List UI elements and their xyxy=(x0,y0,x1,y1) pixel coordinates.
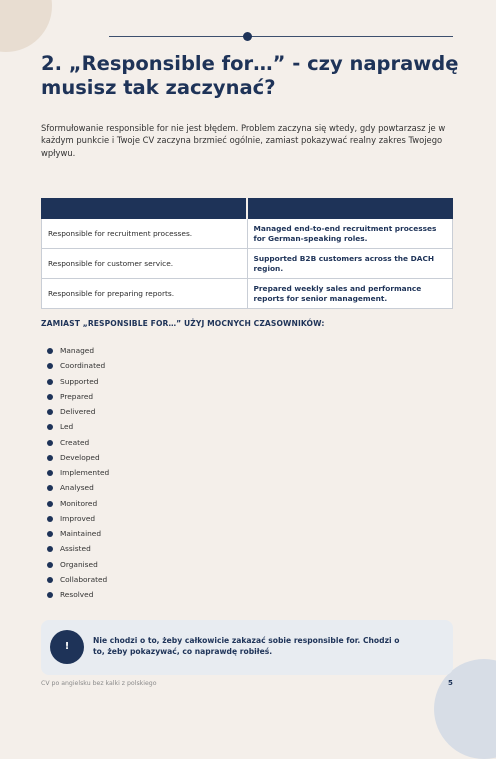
list-item xyxy=(47,496,109,511)
table-cell-after: Prepared weekly sales and performance reports for senior management. xyxy=(247,279,453,309)
list-item-label: Analysed xyxy=(60,483,94,493)
bullet-icon xyxy=(47,409,53,415)
footer-title: CV po angielsku bez kalki z polskiego xyxy=(41,680,157,687)
bullet-icon xyxy=(47,363,53,369)
table-cell-before: Responsible for customer service. xyxy=(42,249,248,279)
bullet-icon xyxy=(47,562,53,568)
table-cell-after: Supported B2B customers across the DACH region. xyxy=(247,249,453,279)
intro-paragraph: Sformułowanie responsible for nie jest błędem. Problem zaczyna się wtedy, gdy powtarzasz je w każdym punkcie i Twoje CV zaczyna brzmieć ogólnie, zamiast pokazywać realny zakres Twojego wpływu. xyxy=(41,123,446,158)
list-item-label: Maintained xyxy=(60,529,102,538)
list-item xyxy=(47,343,109,358)
table-header-row xyxy=(42,199,453,219)
list-item-label: Implemented xyxy=(60,468,110,477)
bullet-icon xyxy=(47,440,53,446)
list-item-label: Delivered xyxy=(60,407,96,416)
header-rule xyxy=(109,36,453,37)
header-rule-dot xyxy=(243,32,252,41)
list-item xyxy=(47,404,109,419)
table-header-cell-after xyxy=(247,199,453,219)
comparison-table xyxy=(41,198,453,309)
table-row xyxy=(42,219,453,249)
list-item-label: Prepared xyxy=(60,391,94,401)
list-item-label: Managed xyxy=(60,346,95,355)
list-item-label: Coordinated xyxy=(60,361,106,371)
list-item xyxy=(47,389,109,404)
bullet-icon xyxy=(47,379,53,385)
bullet-icon xyxy=(47,577,53,583)
table-cell-after: Managed end-to-end recruitment processes for German-speaking roles. xyxy=(247,219,453,249)
list-item xyxy=(47,465,109,480)
list-item xyxy=(47,557,109,572)
list-item-label: Created xyxy=(60,437,90,447)
list-item xyxy=(47,419,109,434)
bullet-icon xyxy=(47,470,53,476)
verbs-section-heading: ZAMIAST „RESPONSIBLE FOR…” UŻYJ MOCNYCH CZASOWNIKÓW: xyxy=(41,319,325,328)
list-item-label: Led xyxy=(60,422,74,432)
list-item-label: Monitored xyxy=(60,498,98,508)
list-item xyxy=(47,511,109,526)
list-item xyxy=(47,526,109,541)
list-item xyxy=(47,572,109,587)
list-item-label: Supported xyxy=(60,376,99,386)
table-row xyxy=(42,279,453,309)
page-title: 2. „Responsible for…” - czy naprawdę musisz tak zaczynać? xyxy=(41,52,459,99)
bullet-icon xyxy=(47,485,53,491)
bullet-icon xyxy=(47,592,53,598)
bullet-icon xyxy=(47,455,53,461)
list-item-label: Assisted xyxy=(60,544,91,554)
list-item-label: Organised xyxy=(60,559,98,569)
list-item-label: Developed xyxy=(60,452,100,462)
callout-text: Nie chodzi o to, żeby całkowicie zakazać sobie responsible for. Chodzi o to, żeby pokazywać, co naprawdę robiłeś. xyxy=(93,636,400,656)
page-number: 5 xyxy=(448,679,453,687)
decorative-corner-circle xyxy=(0,0,52,52)
list-item-label: Improved xyxy=(60,513,96,523)
list-item xyxy=(47,374,109,389)
bullet-icon xyxy=(47,546,53,552)
tip-callout xyxy=(41,620,453,675)
bullet-icon xyxy=(47,348,53,354)
table-header-cell-before xyxy=(42,199,248,219)
list-item xyxy=(47,587,109,602)
verb-list xyxy=(47,343,109,602)
list-item xyxy=(47,435,109,450)
list-item xyxy=(47,450,109,465)
list-item xyxy=(47,358,109,373)
list-item xyxy=(47,480,109,495)
exclamation-icon: ! xyxy=(50,630,84,664)
bullet-icon xyxy=(47,531,53,537)
bullet-icon xyxy=(47,516,53,522)
list-item-label: Resolved xyxy=(60,590,94,599)
table-cell-before: Responsible for preparing reports. xyxy=(42,279,248,309)
list-item-label: Collaborated xyxy=(60,574,108,584)
bullet-icon xyxy=(47,424,53,430)
bullet-icon xyxy=(47,501,53,507)
list-item xyxy=(47,541,109,556)
table-row xyxy=(42,249,453,279)
bullet-icon xyxy=(47,394,53,400)
table-cell-before: Responsible for recruitment processes. xyxy=(42,219,248,249)
